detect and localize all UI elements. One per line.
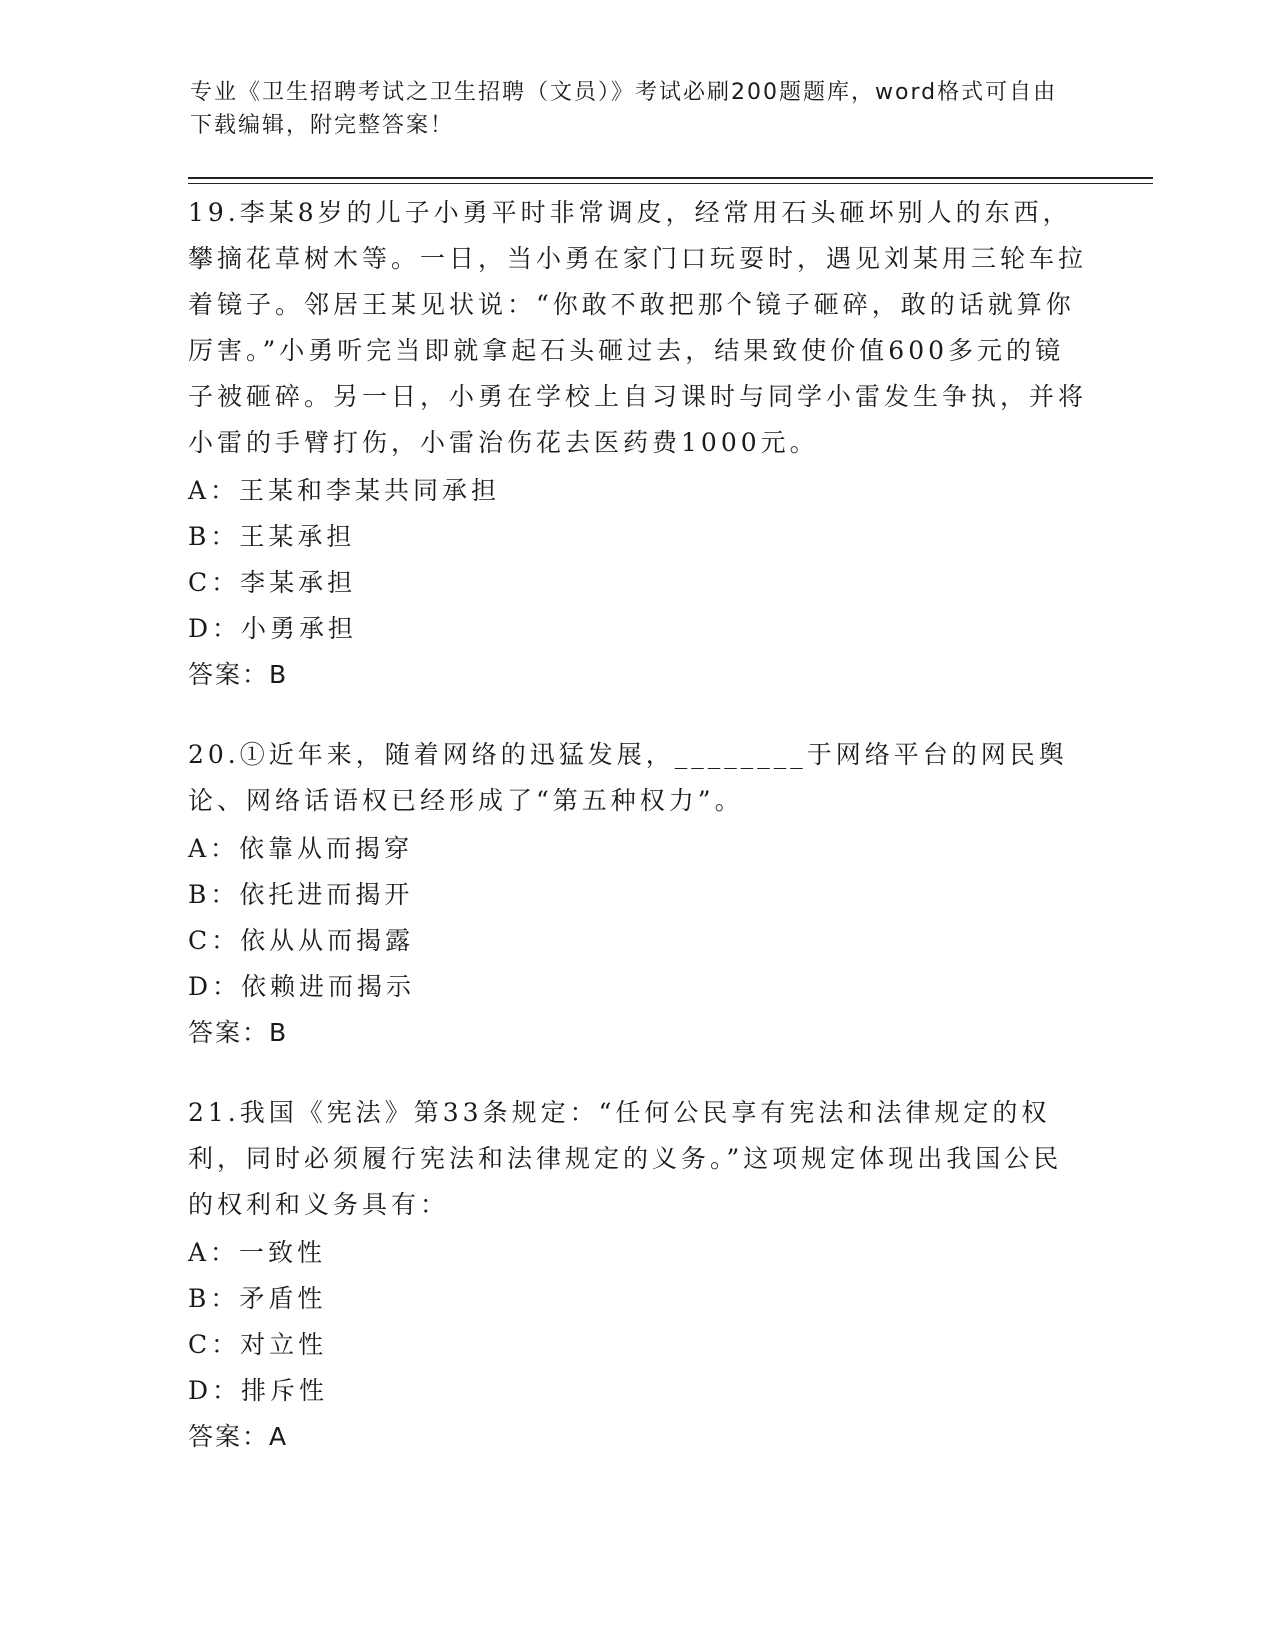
option-c: C：对立性 bbox=[188, 1330, 328, 1359]
document-header: 专业《卫生招聘考试之卫生招聘（文员）》考试必刷200题题库，word格式可自由下载编辑，附完整答案！ bbox=[190, 80, 1058, 138]
option-a: A：一致性 bbox=[188, 1238, 327, 1267]
question-20 bbox=[188, 732, 1088, 1056]
header-rule-thin bbox=[188, 183, 1153, 184]
question-stem: 21.我国《宪法》第33条规定：“任何公民享有宪法和法律规定的权利，同时必须履行宪法和法律规定的义务。”这项规定体现出我国公民的权利和义务具有： bbox=[188, 1098, 1063, 1219]
question-list bbox=[188, 190, 1088, 1494]
option-d: D：依赖进而揭示 bbox=[188, 972, 416, 1001]
answer-line: 答案：A bbox=[188, 1422, 289, 1451]
option-c: C：依从从而揭露 bbox=[188, 926, 415, 955]
option-b: B：矛盾性 bbox=[188, 1284, 327, 1313]
question-21 bbox=[188, 1090, 1088, 1460]
question-stem: 20.①近年来，随着网络的迅猛发展，________于网络平台的网民舆论、网络话语权已经形成了“第五种权力”。 bbox=[188, 740, 1068, 815]
option-d: D：小勇承担 bbox=[188, 614, 358, 643]
option-b: B：王某承担 bbox=[188, 522, 356, 551]
option-d: D：排斥性 bbox=[188, 1376, 329, 1405]
question-stem: 19.李某8岁的儿子小勇平时非常调皮，经常用石头砸坏别人的东西，攀摘花草树木等。一日，当小勇在家门口玩耍时，遇见刘某用三轮车拉着镜子。邻居王某见状说：“你敢不敢把那个镜子砸碎，敢的话就算你厉害。”小勇听完当即就拿起石头砸过去，结果致使价值600多元的镜子被砸碎。另一日，小勇在学校上自习课时与同学小雷发生争执，并将小雷的手臂打伤，小雷治伤花去医药费1000元。 bbox=[188, 198, 1088, 457]
header-rule-thick bbox=[188, 177, 1153, 179]
question-19 bbox=[188, 190, 1088, 698]
answer-line: 答案：B bbox=[188, 660, 289, 689]
option-c: C：李某承担 bbox=[188, 568, 357, 597]
option-a: A：依靠从而揭穿 bbox=[188, 834, 414, 863]
option-b: B：依托进而揭开 bbox=[188, 880, 414, 909]
option-a: A：王某和李某共同承担 bbox=[188, 476, 501, 505]
answer-line: 答案：B bbox=[188, 1018, 289, 1047]
